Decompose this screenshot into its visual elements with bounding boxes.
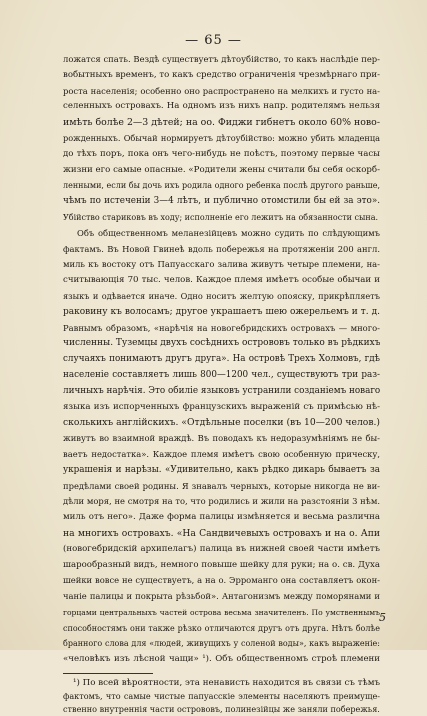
body-line: шейки вовсе не существуетъ, а на о. Эрроманго она составляетъ окон- xyxy=(63,575,380,586)
body-line: случаяхъ понимаютъ другъ друга». На островѣ Трехъ Холмовъ, гдѣ xyxy=(63,354,380,365)
printer-signature-mark: 5 xyxy=(379,611,386,624)
body-line: бранного слова для «людей, живущихъ у соленой воды», какъ выраженіе: xyxy=(63,639,380,649)
page-number-header: — 65 — xyxy=(185,33,242,48)
body-line: имѣть болѣе 2—3 дѣтей; на оо. Фиджи гибнетъ около 60% ново- xyxy=(63,117,380,129)
body-line: ложатся спать. Вездѣ существуетъ дѣтоубійство, то какъ наслѣдіе пер- xyxy=(63,54,380,64)
body-line: шарообразный видъ, немного повыше шейку для руки; на о. св. Духа xyxy=(63,559,380,570)
page-text xyxy=(63,52,380,716)
body-line: чаніе палицы и покрыта рѣзьбой». Антагонизмъ между поморянами и xyxy=(63,591,380,602)
body-line: роста населенія; особенно оно распространено на мелкихъ и густо на- xyxy=(63,85,380,96)
body-line: способностямъ они также рѣзко отличаются другъ отъ друга. Нѣтъ болѣе xyxy=(63,623,380,633)
body-line: миль отъ него». Даже форма палицы измѣняется и весьма различна xyxy=(63,512,380,523)
body-line: живутъ во взаимной враждѣ. Въ поводахъ къ недоразумѣніямъ не бы- xyxy=(63,433,380,444)
footnote-line: ¹) По всей вѣроятности, эта ненависть находится въ связи съ тѣмъ xyxy=(73,678,380,689)
body-line: «человѣкъ изъ лѣсной чащи» ¹). Объ общественномъ строѣ племени xyxy=(63,654,380,665)
body-line: предѣлами своей родины. Я знавалъ черныхъ, которые никогда не ви- xyxy=(63,480,380,491)
footnote-divider xyxy=(63,673,153,674)
body-line: численны. Туземцы двухъ сосѣднихъ острововъ только въ рѣдкихъ xyxy=(63,338,380,349)
body-line: населеніе составляетъ лишь 800—1200 чел., существуютъ три раз- xyxy=(63,369,380,380)
body-line: сколькихъ англійскихъ. «Отдѣльные поселки (въ 10—200 челов.) xyxy=(63,417,380,429)
body-line: вобытныхъ временъ, то какъ средство ограниченія чрезмѣрнаго при- xyxy=(63,69,380,80)
body-line: на многихъ островахъ. «На Сандвичевыхъ островахъ и на о. Апи xyxy=(63,527,380,539)
body-line: украшенія и нарѣзы. «Удивительно, какъ рѣдко дикарь бываетъ за xyxy=(63,464,380,475)
body-line: фактамъ. Въ Новой Гвинеѣ вдоль побережья на протяженіи 200 англ. xyxy=(63,243,380,254)
body-line: (новогебридскій архипелагъ) палица въ нижней своей части имѣетъ xyxy=(63,543,380,554)
body-line: рожденныхъ. Обычай нормируетъ дѣтоубійство: можно убить младенца xyxy=(63,132,380,143)
body-line: Равнымъ образомъ, «нарѣчія на новогебридскихъ островахъ — много- xyxy=(63,322,380,333)
body-line: считывающія 70 тыс. челов. Каждое племя имѣетъ особые обычаи и xyxy=(63,275,380,286)
body-line: горцами центральныхъ частей острова весьма значителенъ. По умственнымъ xyxy=(63,607,380,617)
body-line: чѣмъ по истеченіи 3—4 лѣтъ, и публично отомстили бы ей за это». xyxy=(63,196,380,207)
footnote-line: фактомъ, что самые чистые папуасскіе элементы населяютъ преимуще- xyxy=(63,691,380,702)
body-line: ваетъ недостатка». Каждое племя имѣетъ свою особенную прическу, xyxy=(63,448,380,459)
body-line: личныхъ нарѣчія. Это обиліе языковъ устранили созданіемъ новаго xyxy=(63,385,380,396)
footnote-line: ственно внутреннія части острововъ, полинезійцы же заняли побережья. xyxy=(63,704,380,715)
body-line: миль къ востоку отъ Папуасскаго залива живутъ четыре племени, на- xyxy=(63,259,380,270)
paragraph-start-line: Объ общественномъ меланезійцевъ можно судить по слѣдующимъ xyxy=(77,227,380,238)
body-line: языка изъ испорченныхъ французскихъ выраженій съ примѣсью нѣ- xyxy=(63,401,380,412)
body-line: до тѣхъ поръ, пока онъ чего-нибудь не поѣстъ, поэтому первые часы xyxy=(63,148,380,159)
body-line: ленными, если бы дочь ихъ родила одного ребенка послѣ другого раньше, xyxy=(63,181,380,191)
body-line: Убійство стариковъ въ ходу; исполненіе его лежитъ на обязанности сына. xyxy=(63,212,379,222)
body-line: языкъ и одѣвается иначе. Одно носитъ желтую опояску, прикрѣпляетъ xyxy=(63,290,380,301)
body-line: раковину къ волосамъ; другое украшаетъ шею ожерельемъ и т. д. xyxy=(63,306,380,317)
body-line: дѣли моря, не смотря на то, что родились и жили на разстояніи 3 нѣм. xyxy=(63,496,380,507)
body-line: селенныхъ островахъ. На одномъ изъ нихъ напр. родителямъ нельзя xyxy=(63,101,380,112)
body-line: жизни его самые опасные. «Родители жены считали бы себя оскорб- xyxy=(63,164,380,175)
